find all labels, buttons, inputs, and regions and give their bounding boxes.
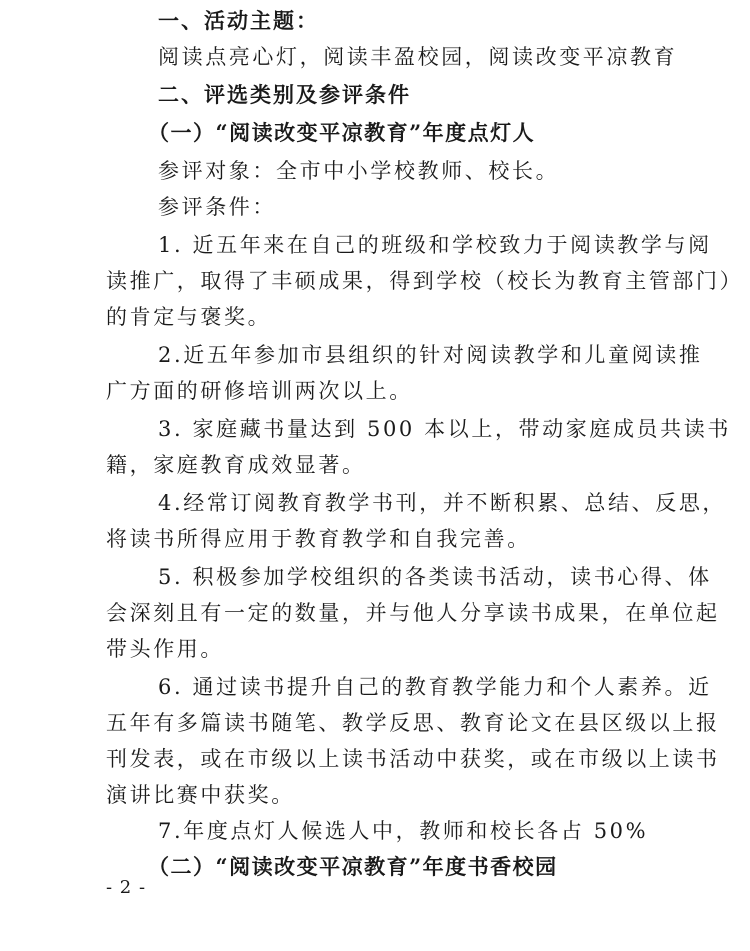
criterion-4-line-1: 4.经常订阅教育教学书刊，并不断积累、总结、反思， [158, 491, 727, 515]
criterion-5-line-3: 带头作用。 [106, 637, 224, 661]
criterion-6-line-1: 6. 通过读书提升自己的教育教学能力和个人素养。近 [158, 675, 712, 699]
criterion-1-line-1: 1. 近五年来在自己的班级和学校致力于阅读教学与阅 [158, 233, 712, 257]
subheading-lamp-lighter: （一）“阅读改变平凉教育”年度点灯人 [148, 120, 536, 145]
criterion-1-line-2: 读推广，取得了丰硕成果，得到学校（校长为教育主管部门） [106, 269, 744, 293]
criterion-6-line-2: 五年有多篇读书随笔、教学反思、教育论文在县区级以上报 [106, 711, 720, 735]
criterion-4-line-2: 将读书所得应用于教育教学和自我完善。 [106, 527, 531, 551]
section-heading-categories: 二、评选类别及参评条件 [158, 83, 411, 107]
criterion-3-line-1: 3. 家庭藏书量达到 500 本以上，带动家庭成员共读书 [158, 417, 731, 441]
criterion-5-line-2: 会深刻且有一定的数量，并与他人分享读书成果，在单位起 [106, 601, 720, 625]
criterion-3-line-2: 籍，家庭教育成效显著。 [106, 453, 366, 477]
criterion-1-line-3: 的肯定与褒奖。 [106, 305, 272, 329]
criteria-label: 参评条件： [158, 195, 276, 219]
criterion-6-line-3: 刊发表，或在市级以上读书活动中获奖，或在市级以上读书 [106, 747, 720, 771]
activity-theme-text: 阅读点亮心灯，阅读丰盈校园，阅读改变平凉教育 [158, 45, 678, 69]
criterion-6-line-4: 演讲比赛中获奖。 [106, 783, 295, 807]
criterion-5-line-1: 5. 积极参加学校组织的各类读书活动，读书心得、体 [158, 565, 712, 589]
page-number: - 2 - [106, 877, 147, 898]
criterion-7: 7.年度点灯人候选人中，教师和校长各占 50% [158, 819, 649, 843]
criterion-2-line-2: 广方面的研修培训两次以上。 [106, 379, 413, 403]
eligible-participants: 参评对象：全市中小学校教师、校长。 [158, 159, 560, 183]
subheading-scholarly-campus: （二）“阅读改变平凉教育”年度书香校园 [148, 854, 558, 879]
section-heading-activity-theme: 一、活动主题： [158, 9, 319, 33]
criterion-2-line-1: 2.近五年参加市县组织的针对阅读教学和儿童阅读推 [158, 343, 703, 367]
